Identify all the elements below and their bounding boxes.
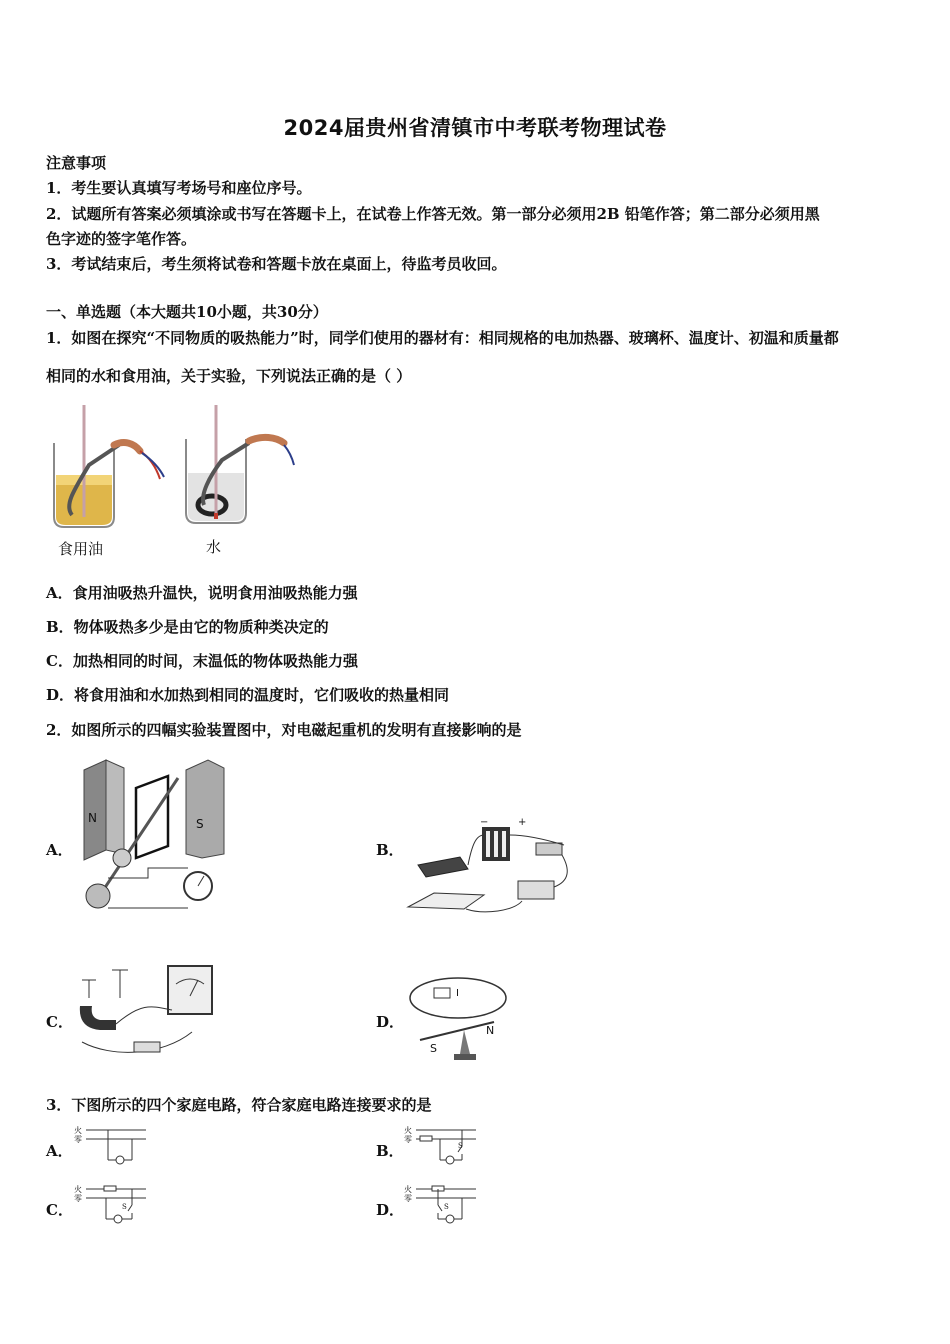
svg-text:−: − (480, 817, 489, 828)
magnet-n-label: N (88, 811, 97, 825)
q3-option-b-label[interactable]: B． (376, 1142, 404, 1160)
q1-stem-line1: 1．如图在探究“不同物质的吸热能力”时，同学们使用的器材有：相同规格的电加热器、玻璃杯、温度计、初温和质量都 (46, 329, 839, 347)
q3-circuit-b (404, 1124, 480, 1170)
q3-option-a-label[interactable]: A． (46, 1142, 73, 1160)
switch-label: S (458, 1142, 463, 1150)
switch-label: S (122, 1203, 127, 1211)
q1-option-b[interactable]: B．物体吸热多少是由它的物质种类决定的 (46, 618, 329, 636)
q3-stem: 3．下图所示的四个家庭电路，符合家庭电路连接要求的是 (46, 1096, 432, 1114)
svg-text:+: + (518, 817, 527, 828)
page-title: 2024届贵州省清镇市中考联考物理试卷 (283, 116, 667, 140)
q1-label-water: 水 (206, 538, 222, 556)
q1-label-oil: 食用油 (58, 540, 104, 558)
q3-circuit-d (404, 1183, 480, 1229)
fig-d-s-label: S (430, 1042, 437, 1055)
q2-figure-c-galvanometer (72, 962, 222, 1062)
live-wire-label: 火 (404, 1126, 412, 1135)
notice-item-2: 2．试题所有答案必须填涂或书写在答题卡上，在试卷上作答无效。第一部分必须用2B 铅笔作答；第二部分必须用黑 (46, 205, 820, 223)
q2-figure-a-generator (78, 758, 228, 916)
q1-option-d[interactable]: D．将食用油和水加热到相同的温度时，它们吸收的热量相同 (46, 686, 450, 704)
q1-option-a[interactable]: A．食用油吸热升温快，说明食用油吸热能力强 (46, 584, 358, 602)
neutral-wire-label: 零 (74, 1135, 82, 1144)
q2-option-a-label[interactable]: A． (46, 841, 73, 859)
notice-item-3: 3．考试结束后，考生须将试卷和答题卡放在桌面上，待监考员收回。 (46, 255, 507, 273)
live-wire-label: 火 (74, 1185, 82, 1194)
q2-figure-b-electromagnet (404, 815, 580, 915)
oil-beaker (54, 405, 164, 527)
q2-option-c-label[interactable]: C． (46, 1013, 73, 1031)
neutral-wire-label: 零 (404, 1194, 412, 1203)
notice-item-1: 1．考生要认真填写考场号和座位序号。 (46, 179, 312, 197)
water-beaker (186, 405, 294, 523)
q3-circuit-a (74, 1124, 150, 1170)
section-heading: 一、单选题（本大题共10小题，共30分） (46, 303, 328, 321)
q2-figure-d-oersted (404, 970, 514, 1070)
neutral-wire-label: 零 (74, 1194, 82, 1203)
switch-label: S (444, 1203, 449, 1211)
q3-option-c-label[interactable]: C． (46, 1201, 73, 1219)
live-wire-label: 火 (74, 1126, 82, 1135)
q2-stem: 2．如图所示的四幅实验装置图中，对电磁起重机的发明有直接影响的是 (46, 721, 522, 739)
q3-circuit-c (74, 1183, 150, 1229)
magnet-s-label: S (196, 817, 204, 831)
notice-heading: 注意事项 (46, 154, 107, 172)
q2-option-b-label[interactable]: B． (376, 841, 404, 859)
q2-option-d-label[interactable]: D． (376, 1013, 405, 1031)
neutral-wire-label: 零 (404, 1135, 412, 1144)
fig-d-current-label: I (456, 988, 459, 999)
q3-option-d-label[interactable]: D． (376, 1201, 405, 1219)
fig-d-n-label: N (486, 1024, 495, 1037)
q1-option-c[interactable]: C．加热相同的时间，末温低的物体吸热能力强 (46, 652, 358, 670)
q1-stem-line2: 相同的水和食用油，关于实验，下列说法正确的是（ ） (46, 367, 412, 385)
notice-item-2-cont: 色字迹的签字笔作答。 (46, 230, 197, 248)
live-wire-label: 火 (404, 1185, 412, 1194)
